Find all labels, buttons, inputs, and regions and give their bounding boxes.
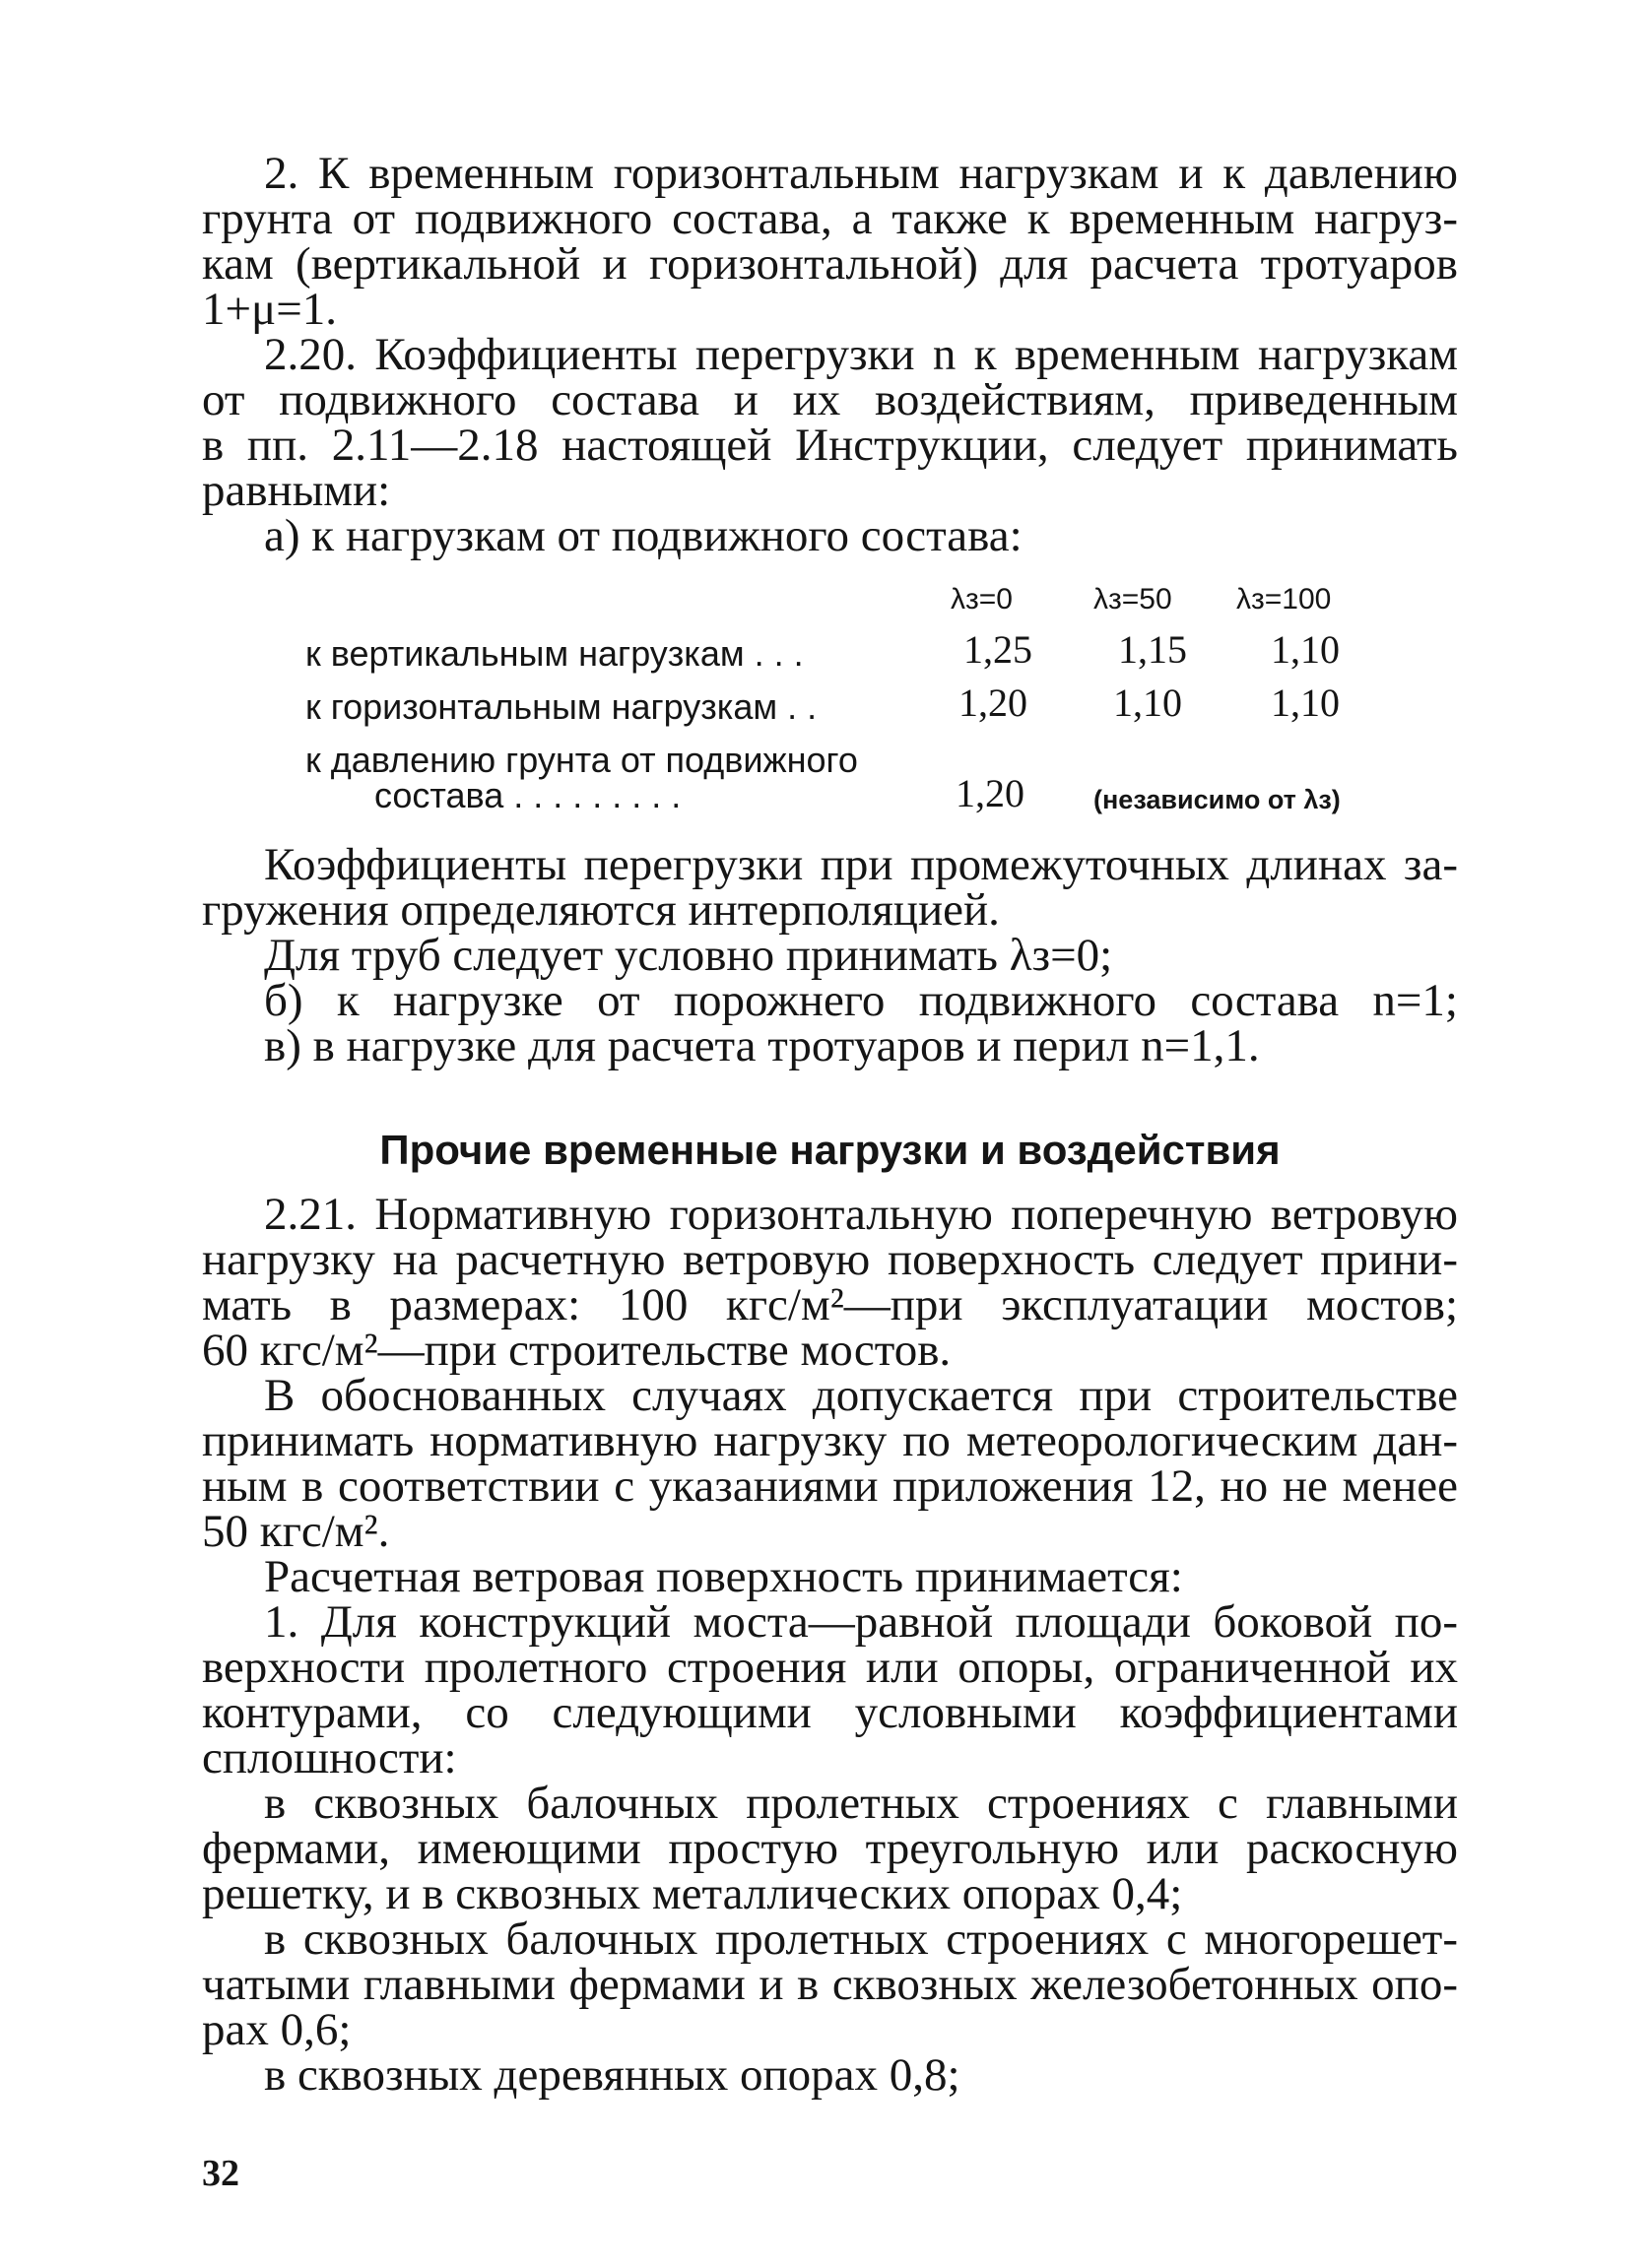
cell-value: 1,25 [963,627,1032,672]
text-line: Коэффициенты перегрузки при промежуточных длинах за- [264,839,1458,890]
cell-value: 1,10 [1271,627,1340,672]
text-line: ным в соответствии с указаниями приложения 12, но не менее [202,1460,1458,1512]
text-line: равными: [202,465,391,516]
text-line: рах 0,6; [202,2004,352,2055]
text-line: принимать нормативную нагрузку по метеорологическим дан- [202,1415,1458,1466]
text-line: мать в размерах: 100 кгс/м²—при эксплуатации мостов; [202,1279,1458,1330]
text-line: в сквозных балочных пролетных строениях с многорешет- [264,1913,1458,1965]
cell-value: 1,15 [1118,627,1187,672]
cell-value: 1,20 [956,771,1024,815]
section-heading: Прочие временные нагрузки и воздействия [379,1127,1281,1173]
text-line: а) к нагрузкам от подвижного состава: [264,510,1023,561]
row-label: состава . . . . . . . . . [374,775,682,815]
row-label: к горизонтальным нагрузкам . . [305,686,818,727]
text-line: гружения определяются интерполяцией. [202,884,1000,936]
table-header-lambda-100: λз=100 [1236,583,1332,616]
text-line: 2. К временным горизонтальным нагрузкам и к давлению [264,148,1458,199]
text-line: 1+μ=1. [202,284,337,335]
text-line: от подвижного состава и их воздействиям, приведенным [202,374,1458,425]
text-line: в) в нагрузке для расчета тротуаров и перил n=1,1. [264,1020,1260,1071]
text-line: Расчетная ветровая поверхность принимается: [264,1551,1183,1602]
cell-value: 1,10 [1113,680,1182,725]
text-line: В обоснованных случаях допускается при строительстве [264,1370,1458,1421]
text-line: в пп. 2.11—2.18 настоящей Инструкции, следует принимать [202,420,1458,471]
text-line: решетку, и в сквозных металлических опорах 0,4; [202,1868,1183,1919]
text-line: контурами, со следующими условными коэффициентами [202,1687,1458,1738]
text-line: б) к нагрузке от порожнего подвижного состава n=1; [264,975,1458,1026]
text-line: сплошности: [202,1732,457,1783]
text-line: 2.21. Нормативную горизонтальную поперечную ветровую [264,1189,1458,1240]
page-number: 32 [202,2153,239,2194]
text-line: 50 кгс/м². [202,1506,390,1557]
table-note: (независимо от λз) [1093,785,1341,814]
text-line: фермами, имеющими простую треугольную или раскосную [202,1823,1458,1874]
text-line: нагрузку на расчетную ветровую поверхность следует прини- [202,1234,1458,1285]
text-line: Для труб следует условно принимать λз=0; [264,930,1113,981]
text-line: грунта от подвижного состава, а также к временным нагруз- [202,193,1458,244]
text-line: кам (вертикальной и горизонтальной) для расчета тротуаров [202,238,1458,290]
text-line: 60 кгс/м²—при строительстве мостов. [202,1325,952,1376]
text-line: в сквозных деревянных опорах 0,8; [264,2049,960,2101]
text-line: верхности пролетного строения или опоры, ограниченной их [202,1642,1458,1693]
text-line: 1. Для конструкций моста—равной площади боковой по- [264,1596,1458,1648]
table-header-lambda-0: λз=0 [951,583,1013,616]
row-label: к вертикальным нагрузкам . . . [305,633,804,674]
row-label: к давлению грунта от подвижного [305,740,858,780]
table-header-lambda-50: λз=50 [1093,583,1172,616]
text-line: 2.20. Коэффициенты перегрузки n к временным нагрузкам [264,329,1458,380]
cell-value: 1,20 [958,680,1027,725]
cell-value: 1,10 [1271,680,1340,725]
text-line: в сквозных балочных пролетных строениях с главными [264,1778,1458,1829]
text-line: чатыми главными фермами и в сквозных железобетонных опо- [202,1959,1458,2010]
